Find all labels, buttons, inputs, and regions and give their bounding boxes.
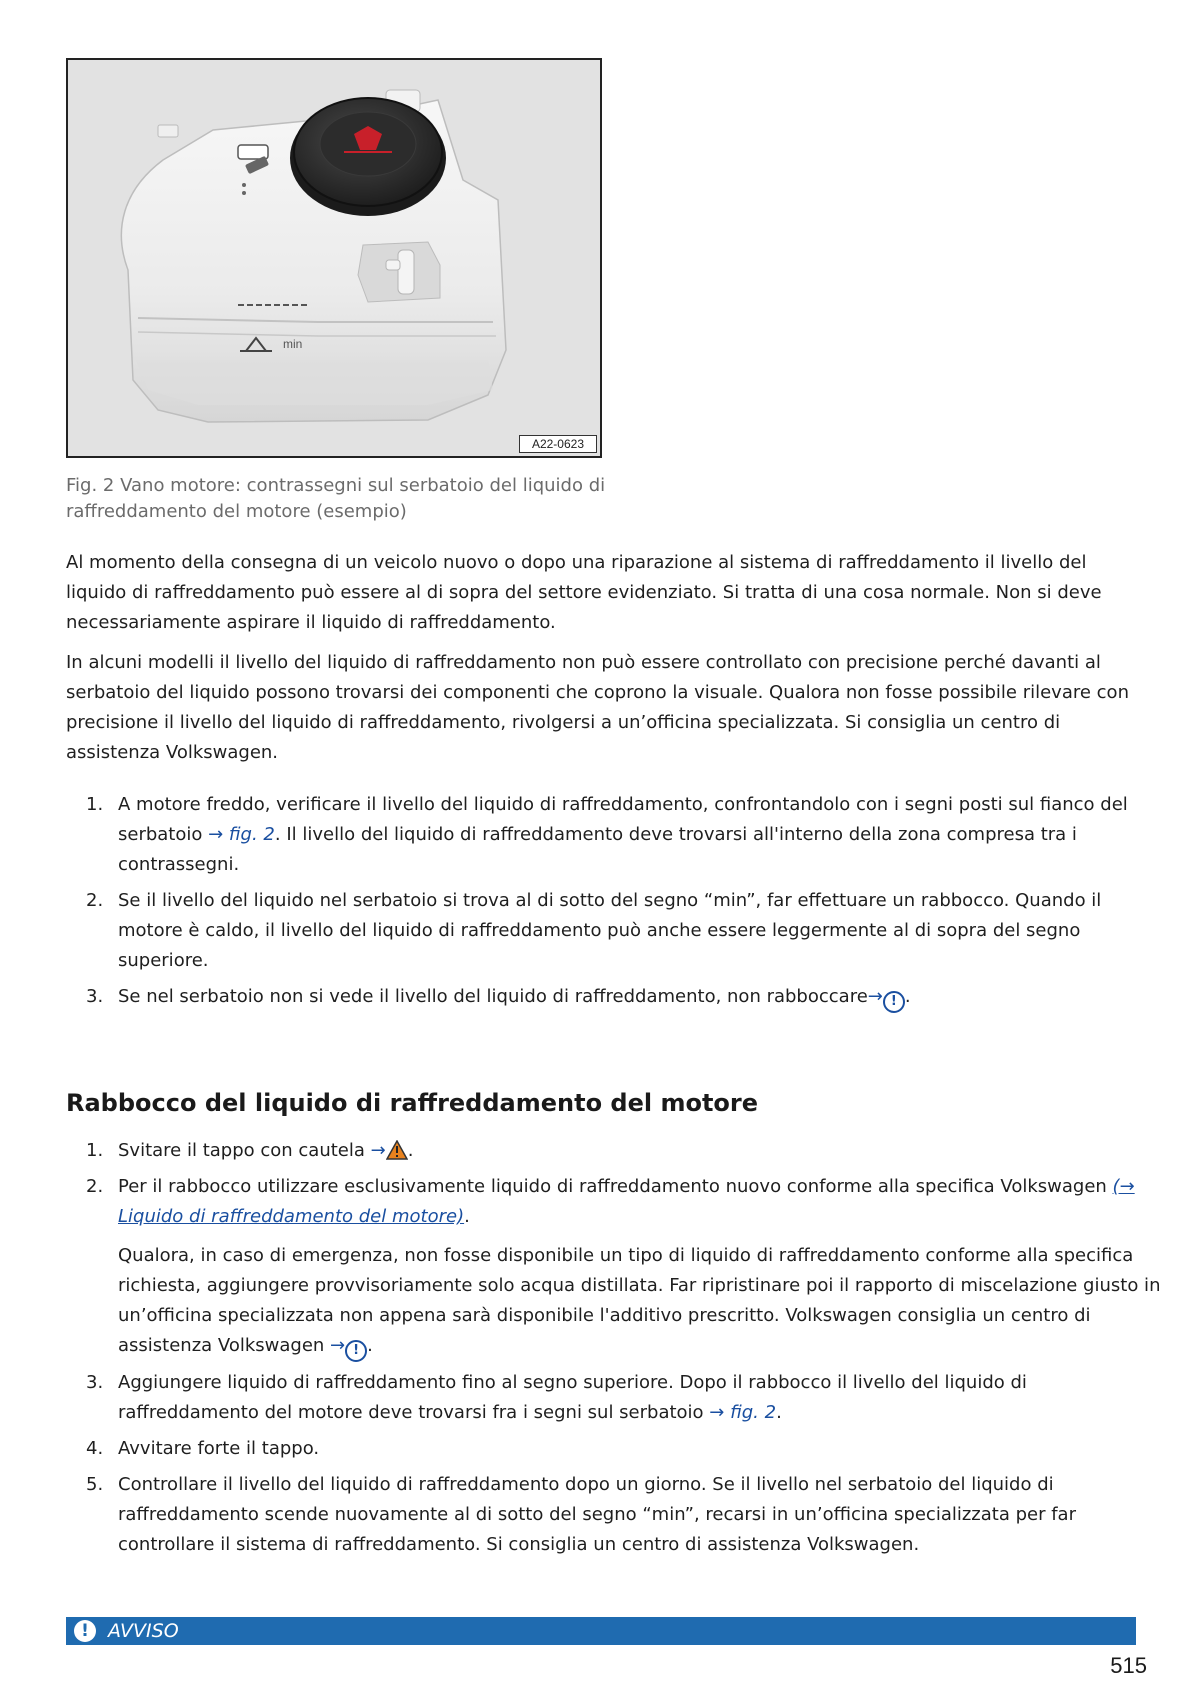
step-number: 4. xyxy=(86,1438,104,1459)
step-text: Per il rabbocco utilizzare esclusivamente liquido di raffreddamento nuovo conforme alla specifica Volkswagen xyxy=(118,1176,1113,1197)
step-text-tail: . xyxy=(464,1206,470,1227)
step-text: Aggiungere liquido di raffreddamento fino al segno superiore. Dopo il rabbocco il livello del liquido di raffreddamento del motore deve trovarsi fra i segni sul serbatoio xyxy=(118,1372,1027,1423)
coolant-tank-figure xyxy=(66,58,602,458)
paragraph-delivery-note: Al momento della consegna di un veicolo nuovo o dopo una riparazione al sistema di raffreddamento il livello del liquido di raffreddamento può essere al di sopra del settore evidenziato. Si tratta di una cosa normale. Non si deve necessariamente aspirare il liquido di raffreddamento. xyxy=(66,552,1102,633)
step-number: 2. xyxy=(86,890,104,911)
check-steps-list xyxy=(66,790,1166,1013)
arrow-icon[interactable]: → xyxy=(330,1335,346,1356)
list-item xyxy=(66,1470,1166,1560)
step-number: 3. xyxy=(86,986,104,1007)
step-number: 3. xyxy=(86,1372,104,1393)
exclamation-icon: ! xyxy=(74,1620,96,1642)
coolant-tank-illustration xyxy=(68,60,600,456)
notice-label: AVVISO xyxy=(108,1620,179,1642)
list-item xyxy=(66,1172,1166,1362)
arrow-icon[interactable]: → xyxy=(370,1140,386,1161)
notice-icon[interactable]: ! xyxy=(345,1340,367,1362)
step-text: A motore freddo, verificare il livello del liquido di raffreddamento, confrontandolo con i segni posti sul fianco del serbatoio xyxy=(118,794,1128,845)
notice-banner xyxy=(66,1617,1136,1645)
step-text: Controllare il livello del liquido di raffreddamento dopo un giorno. Se il livello nel serbatoio del liquido di raffreddamento scende nuovamente al di sotto del segno “min”, recarsi in un’officina specializzata per far controllare il sistema di raffreddamento. Si consiglia un centro di assistenza Volkswagen. xyxy=(118,1474,1076,1555)
arrow-icon[interactable]: → xyxy=(867,986,883,1007)
list-item xyxy=(66,886,1166,976)
section-heading: Rabbocco del liquido di raffreddamento del motore xyxy=(66,1089,759,1117)
refill-steps-list xyxy=(66,1136,1166,1560)
step-text-tail: . xyxy=(367,1335,373,1356)
step-text: Svitare il tappo con cautela xyxy=(118,1140,371,1161)
step-number: 1. xyxy=(86,794,104,815)
step-extra-text: Qualora, in caso di emergenza, non fosse disponibile un tipo di liquido di raffreddamento conforme alla specifica richiesta, aggiungere provvisoriamente solo acqua distillata. Far ripristinare poi il rapporto di miscelazione giusto in un’officina specializzata non appena sarà disponibile l'additivo prescritto. Volkswagen consiglia un centro di assistenza Volkswagen xyxy=(118,1245,1161,1356)
list-item xyxy=(66,1368,1166,1428)
figure-caption: Fig. 2 Vano motore: contrassegni sul serbatoio del liquido di raffreddamento del motore (esempio) xyxy=(66,475,606,522)
notice-icon[interactable]: ! xyxy=(883,991,905,1013)
page-number: 515 xyxy=(1110,1653,1147,1678)
step-number: 2. xyxy=(86,1176,104,1197)
fig-2-link[interactable]: → fig. 2 xyxy=(709,1402,777,1423)
list-item xyxy=(66,1434,1166,1464)
step-text-tail: . Il livello del liquido di raffreddamento deve trovarsi all'interno della zona compresa tra i contrassegni. xyxy=(118,824,1077,875)
list-item xyxy=(66,1136,1166,1166)
step-text: Avvitare forte il tappo. xyxy=(118,1438,320,1459)
figure-code: A22-0623 xyxy=(519,435,597,453)
fig-2-link[interactable]: → fig. 2 xyxy=(208,824,275,845)
svg-text:min: min xyxy=(283,337,303,351)
coolant-spec-link[interactable]: (→ Liquido di raffreddamento del motore) xyxy=(118,1176,1135,1227)
step-text-tail: . xyxy=(407,1140,414,1161)
list-item xyxy=(66,982,1166,1013)
step-number: 5. xyxy=(86,1474,104,1495)
paragraph-visibility-note: In alcuni modelli il livello del liquido di raffreddamento non può essere controllato con precisione perché davanti al serbatoio del liquido possono trovarsi dei componenti che coprono la visuale. Qualora non fosse possibile rilevare con precisione il livello del liquido di raffreddamento, rivolgersi a un’officina specializzata. Si consiglia un centro di assistenza Volkswagen. xyxy=(66,652,1129,763)
step-number: 1. xyxy=(86,1140,104,1161)
step-text-tail: . xyxy=(776,1402,782,1423)
step-extra-note xyxy=(118,1241,1166,1362)
warning-triangle-icon[interactable] xyxy=(386,1140,408,1160)
step-text: Se nel serbatoio non si vede il livello del liquido di raffreddamento, non rabboccare xyxy=(118,986,868,1007)
step-text: Se il livello del liquido nel serbatoio si trova al di sotto del segno “min”, far effettuare un rabbocco. Quando il motore è caldo, il livello del liquido di raffreddamento può anche essere leggermente al di sopra del segno superiore. xyxy=(118,890,1102,971)
step-text-tail: . xyxy=(904,986,911,1007)
list-item xyxy=(66,790,1166,880)
